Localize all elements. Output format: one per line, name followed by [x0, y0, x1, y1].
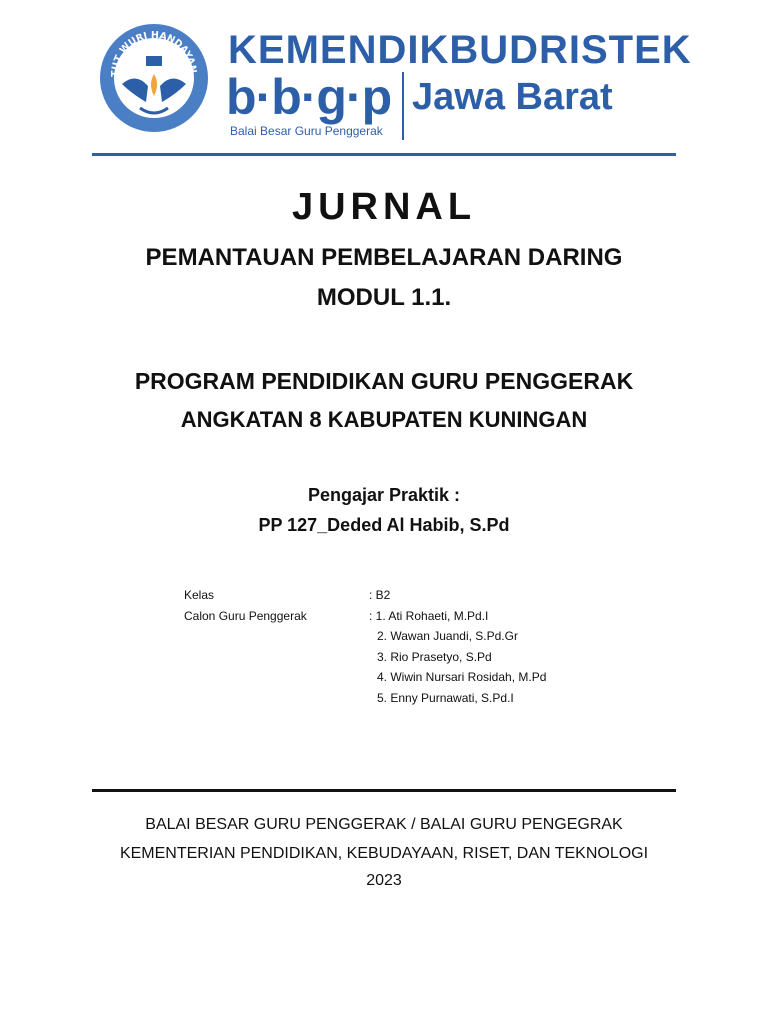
class-label: Kelas [184, 588, 215, 602]
candidate-label: Calon Guru Penggerak [184, 608, 307, 623]
program-name: PROGRAM PENDIDIKAN GURU PENGGERAK [134, 368, 634, 394]
header-divider [92, 153, 676, 156]
header-banner [92, 20, 692, 155]
document-subtitle: PEMANTAUAN PEMBELAJARAN DARING [145, 244, 623, 271]
candidate-item: 5. Enny Purnawati, S.Pd.I [377, 690, 514, 705]
teacher-name: PP 127_Deded Al Habib, S.Pd [258, 515, 510, 535]
tut-wuri-handayani-logo-icon [96, 22, 212, 134]
footer-divider [92, 789, 676, 792]
cohort-name: ANGKATAN 8 KABUPATEN KUNINGAN [180, 407, 588, 432]
candidate-item: 4. Wiwin Nursari Rosidah, M.Pd [377, 670, 547, 684]
brand-region: Jawa Barat [412, 76, 613, 118]
candidate-item: : 1. Ati Rohaeti, M.Pd.I [369, 608, 489, 623]
brand-separator [402, 72, 404, 140]
candidate-item: 3. Rio Prasetyo, S.Pd [377, 649, 492, 664]
class-value: : B2 [369, 588, 391, 602]
footer-ministry: KEMENTERIAN PENDIDIKAN, KEBUDAYAAN, RISET, DAN TEKNOLOGI [119, 845, 649, 862]
brand-bbgp: b·b·g·p [226, 69, 392, 125]
document-title: JURNAL [291, 186, 477, 228]
footer-year: 2023 [366, 872, 402, 889]
logo-motto-text: TUT WURI HANDAYAN [109, 29, 199, 77]
brand-subtitle: Balai Besar Guru Penggerak [230, 124, 383, 138]
footer-institution: BALAI BESAR GURU PENGGERAK / BALAI GURU PENGEGRAK [145, 816, 623, 833]
module-number: MODUL 1.1. [316, 284, 452, 311]
brand-ministry-name: KEMENDIKBUDRISTEK [228, 28, 692, 72]
teacher-label: Pengajar Praktik : [307, 485, 461, 505]
candidate-item: 2. Wawan Juandi, S.Pd.Gr [377, 629, 518, 643]
